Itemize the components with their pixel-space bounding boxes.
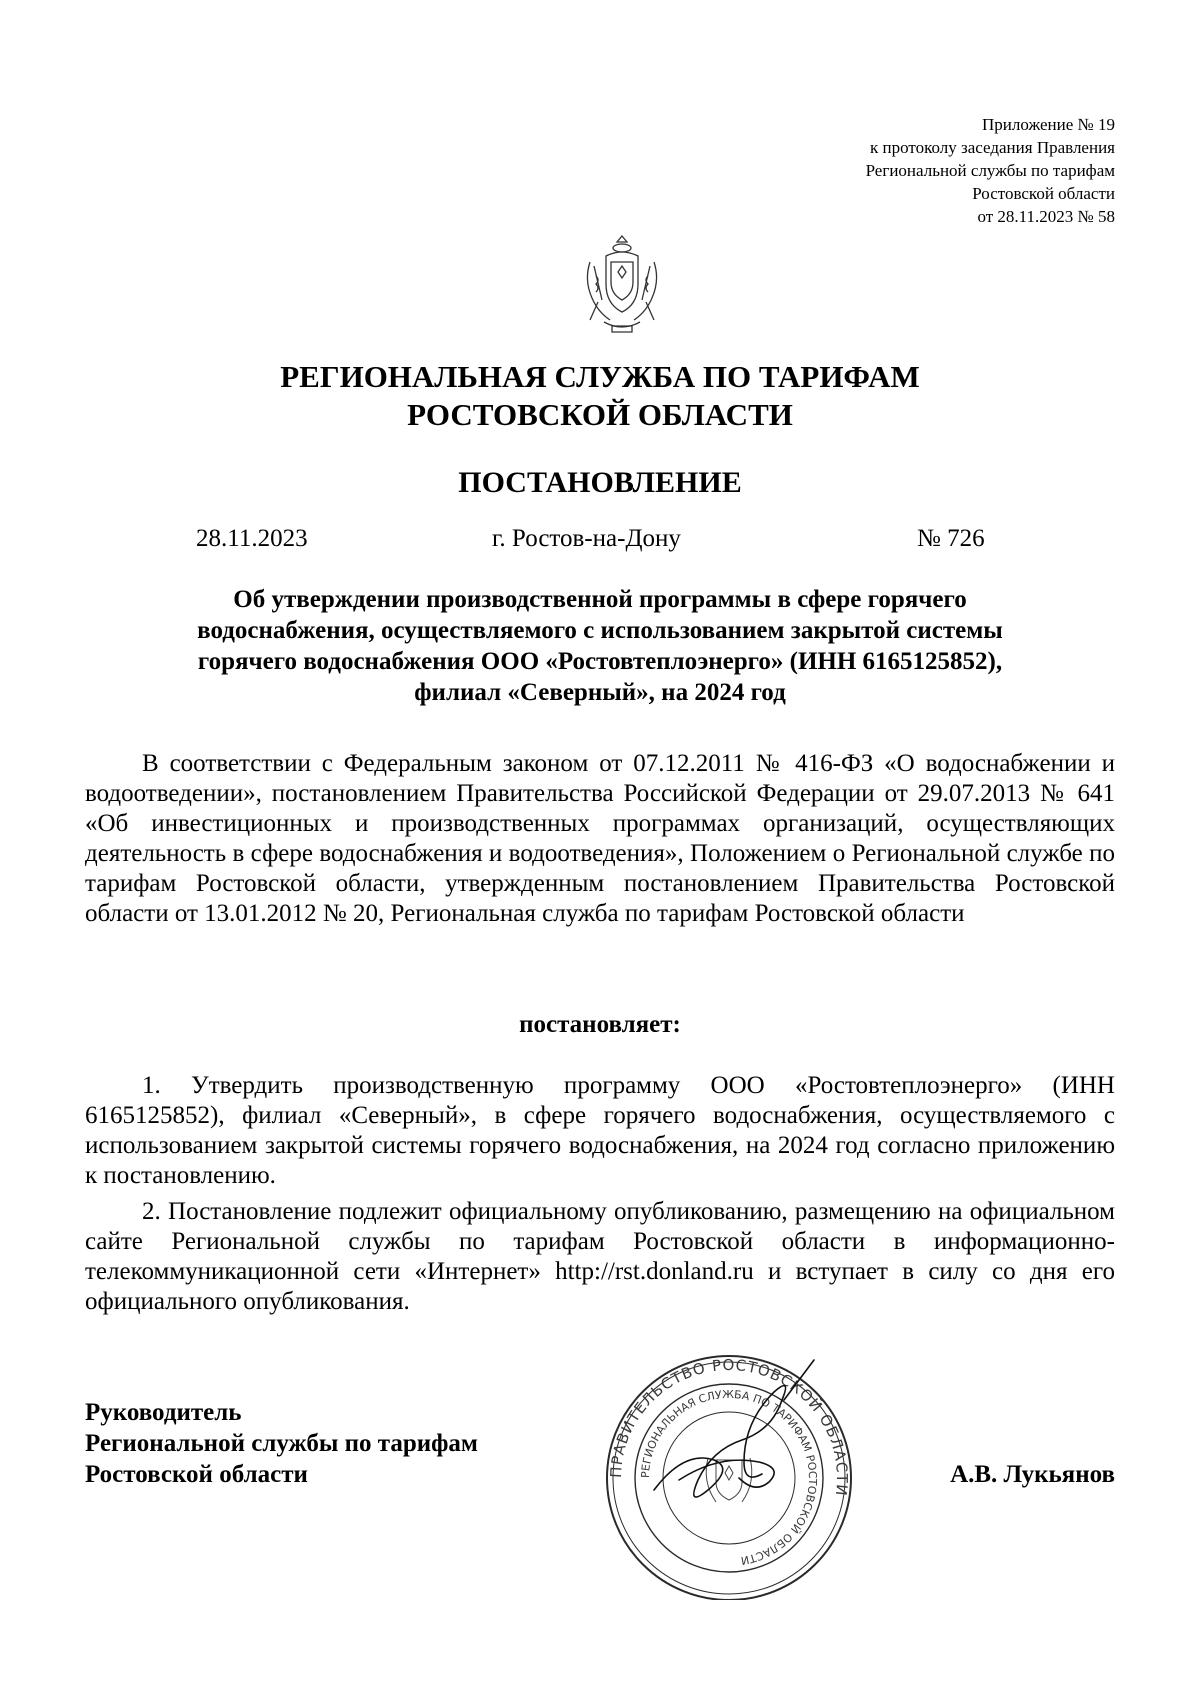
decree-item-1: 1. Утвердить производственную программу ООО «Ростовтеплоэнерго» (ИНН 6165125852), филиал «Северный», в сфере горячего водоснабжения, осуществляемого с использованием закрытой системы горячего водоснабжения, на 2024 год согласно приложению к постановлению. — [85, 1072, 1115, 1189]
subject-line1: Об утверждении производственной программы в сфере горячего — [233, 586, 967, 613]
official-seal-icon — [584, 1330, 874, 1600]
seal-inner-text: РЕГИОНАЛЬНАЯ СЛУЖБА ПО ТАРИФАМ РОСТОВСКОЙ ОБЛАСТИ — [638, 1387, 820, 1568]
legal-basis-paragraph: В соответствии с Федеральным законом от 07.12.2011 № 416-ФЗ «О водоснабжении и водоотведении», постановлением Правительства Российской Федерации от 29.07.2013 № 641 «Об инвестиционных и производственных программах организаций, осуществляющих деятельность в сфере водоснабжения и водоотведения», Положением о Региональной службе по тарифам Ростовской области, утвержденным постановлением Правительства Ростовской области от 13.01.2012 № 20, Региональная служба по тарифам Ростовской области — [85, 750, 1115, 927]
signatory-title-line1: Руководитель — [85, 1399, 242, 1426]
annex-number: Приложение № 19 — [982, 115, 1115, 134]
subject-line2: водоснабжения, осуществляемого с использованием закрытой системы — [197, 617, 1003, 644]
organization-name-line1: РЕГИОНАЛЬНАЯ СЛУЖБА ПО ТАРИФАМ — [280, 359, 920, 394]
document-number: № 726 — [917, 525, 985, 552]
signatory-title — [85, 1397, 478, 1490]
signatory-name: А.В. Лукьянов — [950, 1461, 1115, 1488]
annex-region: Ростовской области — [972, 184, 1115, 203]
annex-protocol: к протоколу заседания Правления — [870, 138, 1115, 157]
document-type: ПОСТАНОВЛЕНИЕ — [458, 466, 742, 499]
document-date: 28.11.2023 — [196, 525, 308, 552]
signatory-title-line3: Ростовской области — [85, 1461, 308, 1488]
decree-word: постановляет: — [519, 1011, 681, 1038]
organization-name — [0, 358, 1200, 434]
subject-line3: горячего водоснабжения ООО «Ростовтеплоэнерго» (ИНН 6165125852), — [197, 648, 1003, 675]
document-city: г. Ростов-на-Дону — [492, 525, 681, 552]
decree-item-2: 2. Постановление подлежит официальному опубликованию, размещению на официальном сайте Региональной службы по тарифам Ростовской области в информационно-телекоммуникационной сети «Интернет» http://rst.donland.ru и вступает в силу со дня его официального опубликования. — [85, 1198, 1115, 1315]
svg-text:РЕГИОНАЛЬНАЯ СЛУЖБА ПО ТАРИФАМ — [639, 1388, 819, 1567]
subject-line4: филиал «Северный», на 2024 год — [414, 679, 786, 706]
annex-service: Региональной службы по тарифам — [865, 161, 1115, 180]
annex-block — [695, 113, 1115, 228]
seal-outer-text: ПРАВИТЕЛЬСТВО РОСТОВСКОЙ ОБЛАСТИ — [606, 1355, 852, 1498]
coat-of-arms-icon — [578, 232, 666, 336]
signatory-title-line2: Региональной службы по тарифам — [85, 1430, 478, 1457]
organization-name-line2: РОСТОВСКОЙ ОБЛАСТИ — [407, 397, 793, 432]
document-subject — [85, 584, 1115, 708]
annex-date: от 28.11.2023 № 58 — [977, 207, 1115, 226]
